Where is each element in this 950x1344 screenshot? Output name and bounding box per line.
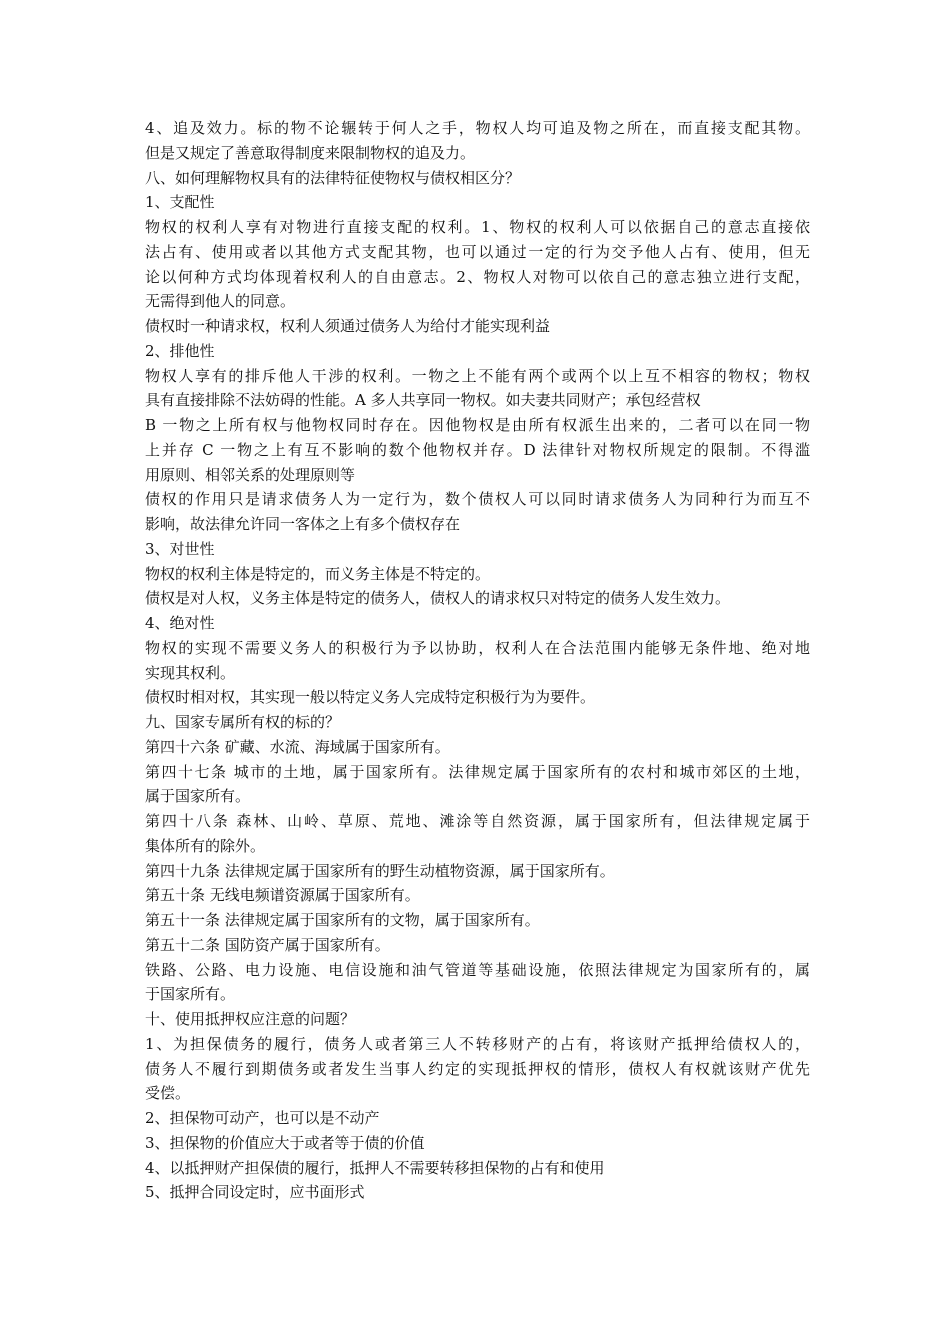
text-line: 第四十九条 法律规定属于国家所有的野生动植物资源，属于国家所有。 xyxy=(145,861,615,880)
text-line: 上并存 C 一物之上有互不影响的数个他物权并存。D 法律针对物权所规定的限制。不得滥 xyxy=(145,440,810,459)
text-line: 具有直接排除不法妨碍的性能。A 多人共享同一物权。如夫妻共同财产；承包经营权 xyxy=(145,391,701,410)
text-line: 铁路、公路、电力设施、电信设施和油气管道等基础设施，依照法律规定为国家所有的，属 xyxy=(145,960,810,979)
text-line: 集体所有的除外。 xyxy=(145,836,266,855)
text-line: 1、支配性 xyxy=(145,193,215,212)
text-line: 物权的实现不需要义务人的积极行为予以协助，权利人在合法范围内能够无条件地、绝对地 xyxy=(145,638,810,657)
text-line: 1、为担保债务的履行，债务人或者第三人不转移财产的占有，将该财产抵押给债权人的， xyxy=(145,1034,810,1053)
text-line: 债权时一种请求权，权利人须通过债务人为给付才能实现利益 xyxy=(145,317,551,335)
text-line: 第四十六条 矿藏、水流、海域属于国家所有。 xyxy=(145,737,450,756)
text-line: 九、国家专属所有权的标的？ xyxy=(145,713,341,731)
text-line: 物权的权利人享有对物进行直接支配的权利。1、物权的权利人可以依据自己的意志直接依 xyxy=(145,218,810,236)
text-line: 法占有、使用或者以其他方式支配其物，也可以通过一定的行为交予他人占有、使用，但无 xyxy=(145,242,810,261)
text-line: 第五十条 无线电频谱资源属于国家所有。 xyxy=(145,886,420,905)
text-line: 第五十一条 法律规定属于国家所有的文物，属于国家所有。 xyxy=(145,911,540,929)
text-line: 债务人不履行到期债务或者发生当事人约定的实现抵押权的情形，债权人有权就该财产优先 xyxy=(145,1059,810,1078)
text-line: 论以何种方式均体现着权利人的自由意志。2、物权人对物可以依自己的意志独立进行支配， xyxy=(145,267,810,286)
document-page xyxy=(145,116,810,1205)
text-line: 3、对世性 xyxy=(145,539,215,558)
text-line: 4、以抵押财产担保债的履行，抵押人不需要转移担保物的占有和使用 xyxy=(145,1158,605,1177)
text-line: 八、如何理解物权具有的法律特征使物权与债权相区分？ xyxy=(145,168,521,187)
text-line: 用原则、相邻关系的处理原则等 xyxy=(145,465,356,484)
text-line: 受偿。 xyxy=(145,1084,191,1103)
text-line: 属于国家所有。 xyxy=(145,787,251,806)
text-line: 无需得到他人的同意。 xyxy=(145,292,296,311)
text-line: 2、担保物可动产，也可以是不动产 xyxy=(145,1109,380,1127)
text-line: 债权的作用只是请求债务人为一定行为，数个债权人可以同时请求债务人为同种行为而互不 xyxy=(145,490,810,509)
text-line: 实现其权利。 xyxy=(145,663,236,682)
text-line: 3、担保物的价值应大于或者等于债的价值 xyxy=(145,1133,425,1152)
text-line: 物权人享有的排斥他人干涉的权利。一物之上不能有两个或两个以上互不相容的物权；物权 xyxy=(145,366,810,385)
text-line: 2、排他性 xyxy=(145,341,215,360)
text-line: 第四十七条 城市的土地，属于国家所有。法律规定属于国家所有的农村和城市郊区的土地， xyxy=(145,762,810,781)
text-line: B 一物之上所有权与他物权同时存在。因他物权是由所有权派生出来的，二者可以在同一物 xyxy=(145,416,810,434)
text-line: 5、抵押合同设定时，应书面形式 xyxy=(145,1183,365,1202)
text-line: 4、绝对性 xyxy=(145,614,215,632)
text-line: 债权是对人权，义务主体是特定的债务人，债权人的请求权只对特定的债务人发生效力。 xyxy=(145,589,731,608)
text-line: 第四十八条 森林、山岭、草原、荒地、滩涂等自然资源，属于国家所有，但法律规定属于 xyxy=(145,812,810,830)
text-line: 于国家所有。 xyxy=(145,985,236,1004)
text-line: 债权时相对权，其实现一般以特定义务人完成特定积极行为为要件。 xyxy=(145,688,596,707)
text-line: 4、追及效力。标的物不论辗转于何人之手，物权人均可追及物之所在，而直接支配其物。 xyxy=(145,119,810,137)
text-line: 十、使用抵押权应注意的问题？ xyxy=(145,1010,356,1028)
text-line: 物权的权利主体是特定的，而义务主体是不特定的。 xyxy=(145,564,491,583)
text-line: 第五十二条 国防资产属于国家所有。 xyxy=(145,935,390,954)
text-line: 影响，故法律允许同一客体之上有多个债权存在 xyxy=(145,515,461,533)
text-line: 但是又规定了善意取得制度来限制物权的追及力。 xyxy=(145,143,476,162)
